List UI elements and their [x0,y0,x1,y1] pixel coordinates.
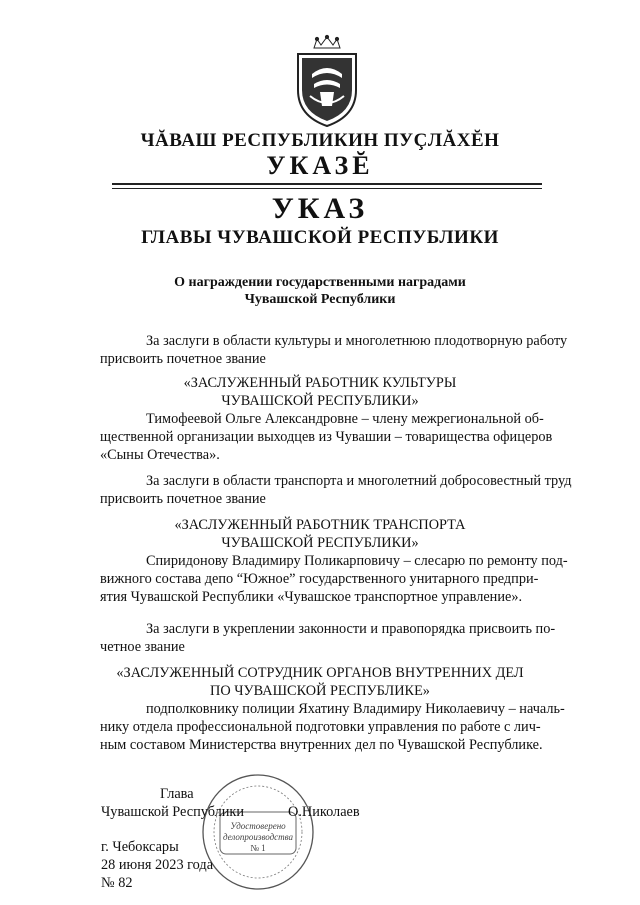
header-divider-thin [112,188,542,189]
award-1-recipient: Тимофеевой Ольге Александровне – члену межрегиональной об- щественной организации выходцев из Чувашии – товарищества офицеров «Сыны Отечества». [100,411,553,463]
header-divider [112,183,542,185]
stamp-line-2: делопроизводства [222,832,294,842]
decree-subject [0,274,640,308]
award-3-intro: За заслуги в укреплении законности и правопорядка присвоить по- четное звание [100,621,556,655]
shield-icon [298,54,356,126]
signature-position-line1: Глава [160,786,194,802]
chuvash-decree-title: УКАЗĔ [266,151,374,180]
award-2-intro: За заслуги в области транспорта и многолетний добросовестный труд присвоить почетное звание [100,473,572,507]
subject-line: Чувашской Республики [244,292,396,307]
crown-icon [314,35,340,48]
chuvash-header-line: ЧĂВАШ РЕСПУБЛИКИН ПУÇЛĂХĔН [140,130,500,151]
award-2-title: «ЗАСЛУЖЕННЫЙ РАБОТНИК ТРАНСПОРТА ЧУВАШСКОЙ РЕСПУБЛИКИ» [174,517,466,551]
award-3-title: «ЗАСЛУЖЕННЫЙ СОТРУДНИК ОРГАНОВ ВНУТРЕННИХ ДЕЛ ПО ЧУВАШСКОЙ РЕСПУБЛИКЕ» [116,665,524,699]
decree-title: УКАЗ [271,192,369,225]
award-3-recipient: подполковнику полиции Яхатину Владимиру Николаевичу – началь- нику отдела профессиональной подготовки управления по работе с лич- ным составом Министерства внутренних дел по Чувашской Республике. [100,701,565,753]
stamp-line-1: Удостоверено [230,821,286,831]
official-seal-stamp [200,772,316,892]
signatory-name: О.Николаев [288,804,360,820]
footer-city: г. Чебоксары [101,839,179,855]
stamp-line-3: № 1 [250,843,266,853]
award-1-intro: За заслуги в области культуры и многолетнюю плодотворную работу присвоить почетное звание [100,333,568,367]
signature-position-line2: Чувашской Республики [101,804,245,820]
head-of-republic-line: ГЛАВЫ ЧУВАШСКОЙ РЕСПУБЛИКИ [141,227,499,248]
award-2-recipient: Спиридонову Владимиру Поликарповичу – слесарю по ремонту под- вижного состава депо “Южное” государственного унитарного предпри- ятия Чувашской Республики «Чувашское транспортное управление». [100,553,568,605]
footer-number: № 82 [101,875,133,891]
award-1-title: «ЗАСЛУЖЕННЫЙ РАБОТНИК КУЛЬТУРЫ ЧУВАШСКОЙ РЕСПУБЛИКИ» [183,375,457,409]
footer-date: 28 июня 2023 года [101,857,214,873]
coat-of-arms-emblem [290,34,364,130]
subject-line: О награждении государственными наградами [174,275,466,290]
